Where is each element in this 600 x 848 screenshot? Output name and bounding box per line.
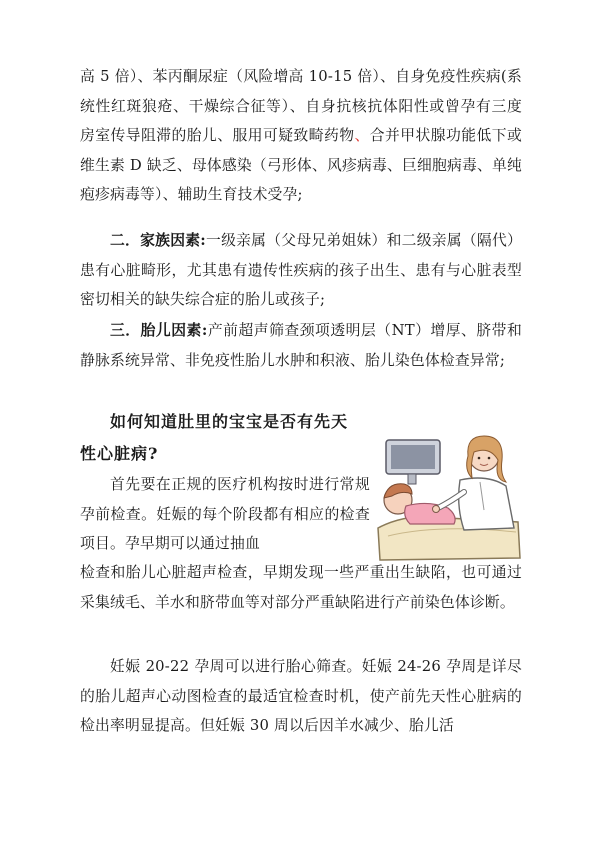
fetal-factors-text: 产前超声筛查颈项透明层（NT）增厚、脐带和静脉系统异常、非免疫性胎儿水肿和积液、胎儿染色体检查异常;	[80, 322, 522, 369]
ultrasound-exam-illustration	[368, 420, 528, 570]
family-factors-paragraph	[80, 226, 522, 315]
risk-factors-paragraph	[80, 62, 522, 210]
fetal-factors-label: 三．胎儿因素:	[110, 322, 208, 339]
family-factors-label: 二．家族因素:	[110, 232, 206, 249]
family-factors-text: 一级亲属（父母兄弟姐妹）和二级亲属（隔代）患有心脏畸形，尤其患有遗传性疾病的孩子出生、患有与心脏表型密切相关的缺失综合症的胎儿或孩子;	[80, 232, 522, 309]
exam-paragraph-narrow: 首先要在正规的医疗机构按时进行常规孕前检查。妊娠的每个阶段都有相应的检查项目。孕早期可以通过抽血	[80, 476, 370, 553]
heading-line-1: 如何知道肚里的宝宝是否有先天	[110, 412, 349, 431]
fetal-factors-paragraph	[80, 316, 522, 375]
heading-line-2: 性心脏病?	[80, 444, 159, 463]
risk-text-a: 高 5 倍）、苯丙酮尿症（风险增高 10-15 倍）、自身免疫性疾病(系统性红斑狼疮、干燥综合征等）、自身抗核抗体阳性或曾孕有三度房室传导阻滞的胎儿、服用可疑致畸药物	[80, 68, 522, 145]
risk-text-b: 合并甲状腺功能低下或维生素 D 缺乏、母体感染（弓形体、风疹病毒、巨细胞病毒、单纯疱疹病毒等）、辅助生育技术受孕;	[80, 127, 522, 204]
red-punctuation: 、	[354, 127, 370, 145]
section-heading	[80, 406, 370, 470]
exam-paragraph-full: 检查和胎儿心脏超声检查，早期发现一些严重出生缺陷，也可通过采集绒毛、羊水和脐带血等对部分严重缺陷进行产前染色体诊断。	[80, 564, 522, 611]
timing-paragraph: 妊娠 20-22 孕周可以进行胎心筛查。妊娠 24-26 孕周是详尽的胎儿超声心动图检查的最适宜检查时机，使产前先天性心脏病的检出率明显提高。但妊娠 30 周以后因羊水减少、胎儿活	[80, 658, 522, 735]
